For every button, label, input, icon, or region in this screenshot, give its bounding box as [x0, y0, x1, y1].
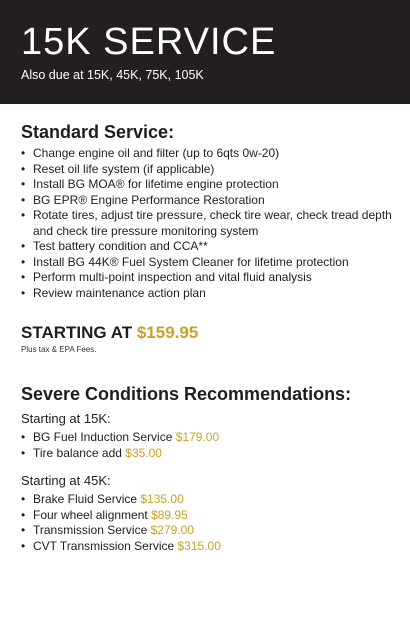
severe-list-15k	[21, 430, 401, 461]
list-item: • Perform multi-point inspection and vital fluid analysis	[21, 270, 401, 286]
starting-label: STARTING AT	[21, 323, 137, 342]
list-item	[21, 430, 401, 446]
header-subtitle: Also due at 15K, 45K, 75K, 105K	[21, 68, 204, 82]
service-name: CVT Transmission Service	[33, 538, 178, 553]
list-item	[21, 446, 401, 462]
list-item	[21, 492, 401, 508]
severe-conditions-heading: Severe Conditions Recommendations:	[21, 384, 352, 404]
standard-service-list	[21, 146, 401, 301]
service-price: $89.95	[151, 507, 188, 522]
fees-note: Plus tax & EPA Fees.	[21, 345, 97, 354]
list-item	[21, 508, 401, 524]
list-item: • Reset oil life system (if applicable)	[21, 162, 401, 178]
service-name: Transmission Service	[33, 523, 151, 537]
list-item: • BG EPR® Engine Performance Restoration	[21, 193, 401, 209]
service-name: Brake Fluid Service	[33, 492, 141, 506]
service-price: $35.00	[125, 445, 162, 460]
severe-list-45k	[21, 492, 401, 554]
service-price: $179.00	[175, 430, 220, 444]
service-price: $135.00	[140, 492, 184, 506]
list-item: • Install BG MOA® for lifetime engine protection	[21, 177, 401, 193]
starting-price: $159.95	[136, 323, 199, 342]
header-banner	[0, 0, 410, 104]
page-title: 15K SERVICE	[21, 21, 277, 63]
list-item	[21, 539, 401, 555]
list-item: • Rotate tires, adjust tire pressure, check tire wear, check tread depth and check tire pressure monitoring system	[21, 208, 401, 239]
starting-price-line	[21, 322, 198, 343]
list-item: • Review maintenance action plan	[21, 286, 401, 302]
service-price: $315.00	[177, 538, 221, 553]
service-name: BG Fuel Induction Service	[33, 430, 176, 444]
list-item: • Test battery condition and CCA**	[21, 239, 401, 255]
list-item: • Install BG 44K® Fuel System Cleaner for lifetime protection	[21, 255, 401, 271]
group-label-15k: Starting at 15K:	[21, 411, 111, 426]
service-name: Tire balance add	[33, 445, 126, 460]
list-item	[21, 523, 401, 539]
service-name: Four wheel alignment	[33, 507, 152, 522]
group-label-45k: Starting at 45K:	[21, 473, 111, 488]
standard-service-heading: Standard Service:	[21, 122, 175, 142]
service-price: $279.00	[150, 523, 194, 537]
list-item: • Change engine oil and filter (up to 6qts 0w-20)	[21, 146, 401, 162]
